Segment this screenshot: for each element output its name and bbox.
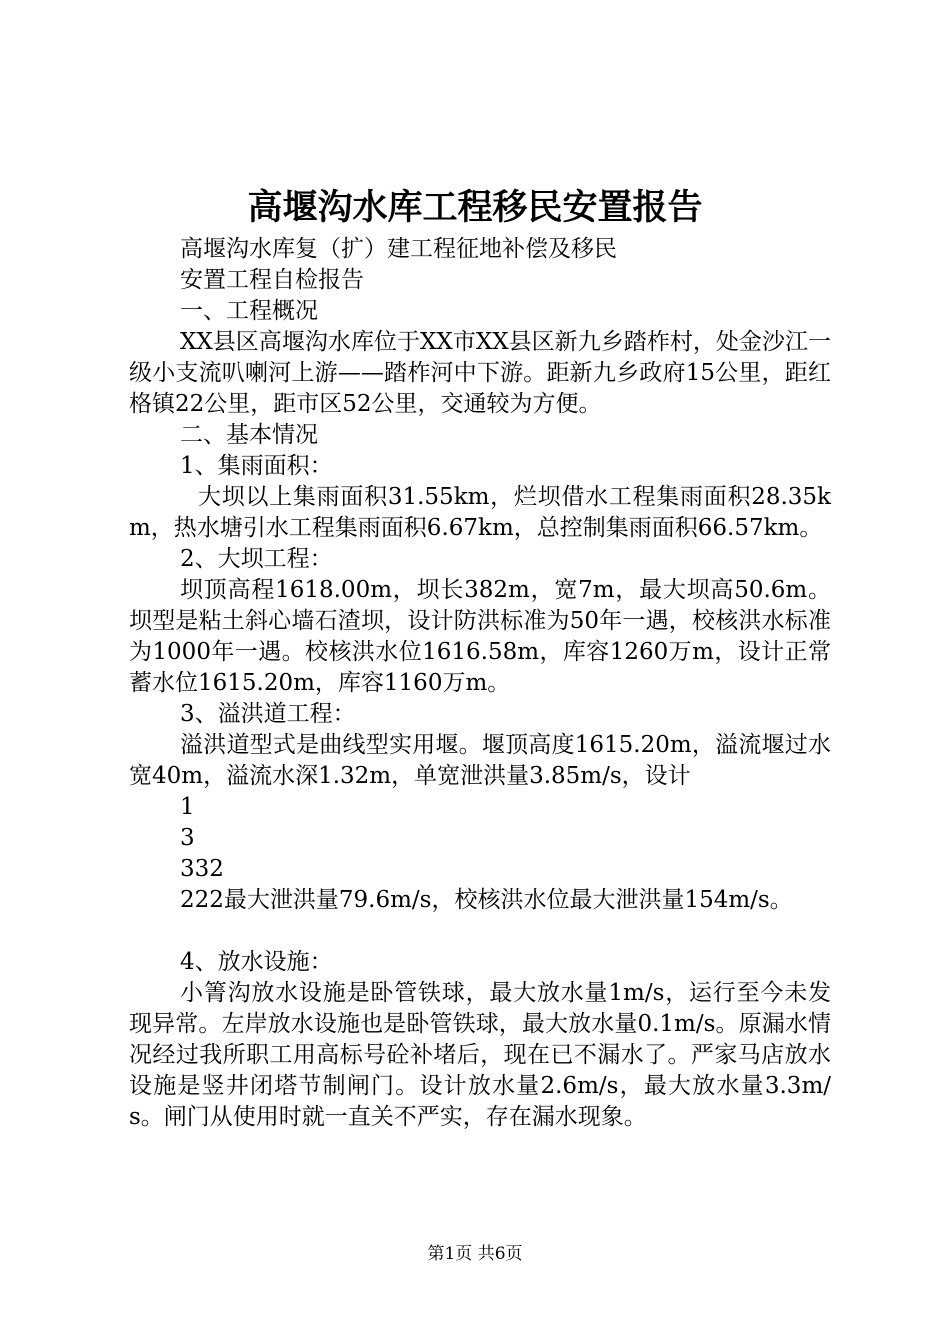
section-heading-basic-info: 二、基本情况 (180, 422, 318, 448)
paragraph-dam: 坝顶高程1618.00m，坝长382m，宽7m，最大坝高50.6m。坝型是粘土斜心墙石渣坝，设计防洪标准为50年一遇，校核洪水标准为1000年一遇。校核洪水位1616.58m，库容1260万m，设计正常蓄水位1615.20m，库容1160万m。 (129, 577, 831, 696)
stray-digit-line: 3 (180, 825, 195, 851)
subheading-dam: 2、大坝工程： (180, 546, 333, 572)
subtitle-line-1: 高堰沟水库复（扩）建工程征地补偿及移民 (180, 236, 617, 262)
subheading-spillway: 3、溢洪道工程： (180, 701, 356, 727)
document-body (129, 234, 831, 1133)
subheading-catchment-area: 1、集雨面积： (180, 453, 333, 479)
paragraph-outlet-facilities: 小箐沟放水设施是卧管铁球，最大放水量1m/s，运行至今未发现异常。左岸放水设施也是卧管铁球，最大放水量0.1m/s。原漏水情况经过我所职工用高标号砼补堵后，现在已不漏水了。严家马店放水设施是竖井闭塔节制闸门。设计放水量2.6m/s，最大放水量3.3m/s。闸门从使用时就一直关不严实，存在漏水现象。 (129, 980, 831, 1130)
blank-line (129, 916, 831, 947)
stray-digit-line: 332 (180, 856, 224, 882)
paragraph-spillway: 溢洪道型式是曲线型实用堰。堰顶高度1615.20m，溢流堰过水宽40m，溢流水深1.32m，单宽泄洪量3.85m/s，设计 (129, 732, 831, 789)
paragraph-catchment-area: 大坝以上集雨面积31.55km，烂坝借水工程集雨面积28.35km，热水塘引水工程集雨面积6.67km，总控制集雨面积66.57km。 (129, 484, 831, 541)
page-footer: 第1页 共6页 (427, 1244, 523, 1264)
paragraph-overview: XX县区高堰沟水库位于XX市XX县区新九乡踏柞村，处金沙江一级小支流叭喇河上游——踏柞河中下游。距新九乡政府15公里，距红格镇22公里，距市区52公里，交通较为方便。 (129, 329, 831, 417)
subheading-outlet-facilities: 4、放水设施： (180, 949, 333, 975)
paragraph-spillway-flow: 222最大泄洪量79.6m/s，校核洪水位最大泄洪量154m/s。 (180, 887, 793, 913)
subtitle-line-2: 安置工程自检报告 (180, 267, 364, 293)
section-heading-overview: 一、工程概况 (180, 298, 318, 324)
document-title: 高堰沟水库工程移民安置报告 (247, 187, 703, 228)
stray-digit-line: 1 (180, 794, 195, 820)
